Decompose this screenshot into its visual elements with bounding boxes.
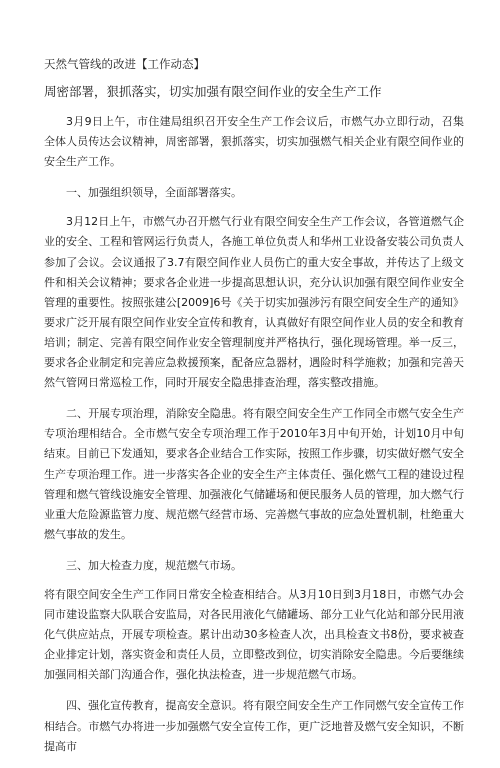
document-page — [44, 54, 464, 768]
paragraph-intro: 3月9日上午，市住建局组织召开安全生产工作会议后，市燃气办立即行动，召集全体人员传达会议精神，周密部署，狠抓落实，切实加强燃气相关企业有限空间作业的安全生产工作。 — [44, 115, 464, 169]
section-heading-1: 一、加强组织领导，全面部署落实。 — [66, 186, 242, 200]
paragraph-section-2: 二、开展专项治理，消除安全隐患。将有限空间安全生产工作同全市燃气安全生产专项治理相结合。全市燃气安全专项治理工作于2010年3月中旬开始，计划10月中旬结束。目前已下发通知，要求各企业结合工作实际，按照工作步骤，切实做好燃气安全生产专项治理工作。进一步落实各企业的安全生产主体责任、强化燃气工程的建设过程管理和燃气管线设施安全管理、加强液化气储罐场和便民服务人员的管理，加大燃气行业重大危险源监管力度、规范燃气经营市场、完善燃气事故的应急处置机制，杜绝重大燃气事故的发生。 — [44, 407, 464, 541]
section-heading-3: 三、加大检查力度，规范燃气市场。 — [66, 558, 242, 572]
article-title: 周密部署，狠抓落实，切实加强有限空间作业的安全生产工作 — [44, 84, 382, 99]
paragraph-section-4: 四、强化宣传教育，提高安全意识。将有限空间安全生产工作同燃气安全宣传工作相结合。市燃气办将进一步加强燃气安全宣传工作，更广泛地普及燃气安全知识，不断提高市 — [44, 699, 464, 753]
paragraph-section-3: 将有限空间安全生产工作同日常安全检查相结合。从3月10日到3月18日，市燃气办会同市建设监察大队联合安监局，对各民用液化气储罐场、部分工业气化站和部分民用液化气供应站点，开展专项检查。累计出动30多检查人次，出具检查文书8份，要求被查企业排定计划，落实资金和责任人员，立即整改到位，切实消除安全隐患。今后要继续加强同相关部门沟通合作，强化执法检查，进一步规范燃气市场。 — [44, 587, 464, 682]
paragraph-section-1: 3月12日上午，市燃气办召开燃气行业有限空间安全生产工作会议，各管道燃气企业的安全、工程和管网运行负责人，各施工单位负责人和华州工业设备安装公司负责人参加了会议。会议通报了3.7有限空间作业人员伤亡的重大安全事故，并传达了上级文件和相关会议精神；要求各企业进一步提高思想认识，充分认识加强有限空间作业安全管理的重要性。按照张建公[2009]6号《关于切实加强涉污有限空间安全生产的通知》要求广泛开展有限空间作业安全宣传和教育，认真做好有限空间作业人员的安全和教育培训；制定、完善有限空间作业安全管理制度并严格执行，强化现场管理。举一反三，要求各企业制定和完善应急救援预案，配备应急器材，遇险时科学施救；加强和完善天然气管网日常巡检工作，同时开展安全隐患排查治理，落实整改措施。 — [44, 215, 464, 390]
document-header: 天然气管线的改进【工作动态】 — [44, 57, 205, 71]
